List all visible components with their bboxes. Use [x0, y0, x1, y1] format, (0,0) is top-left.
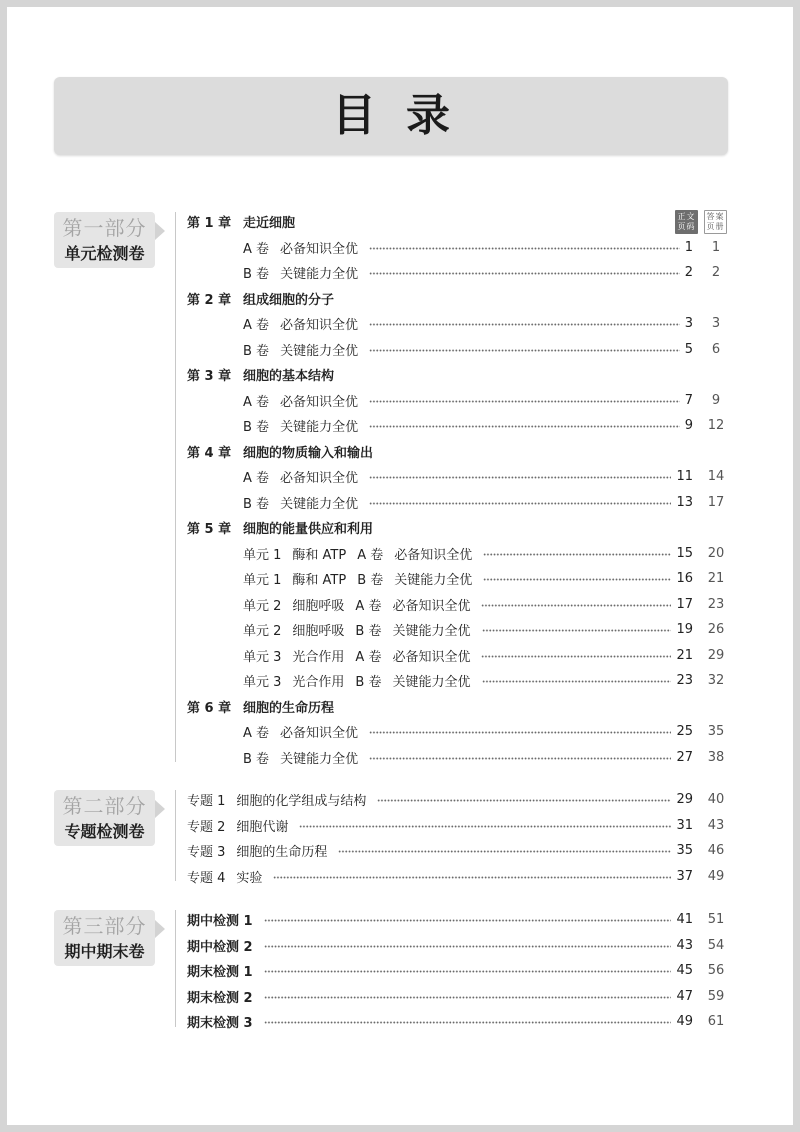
chapter-number: 第 3 章 [187, 369, 232, 385]
answer-page-number: 40 [707, 792, 725, 808]
toc-list [187, 787, 729, 889]
paper-title: 必备知识全优 [280, 241, 359, 257]
page-number: 47 [676, 988, 693, 1004]
toc-entry [187, 337, 729, 363]
dot-leader [369, 757, 671, 760]
paper-title: 必备知识全优 [280, 726, 359, 742]
toc-list [187, 209, 729, 770]
page-number: 35 [676, 843, 693, 859]
dot-leader [482, 629, 672, 632]
page-number: 21 [676, 647, 693, 663]
chapter-heading [187, 694, 729, 720]
chapter-heading [187, 209, 729, 235]
unit-topic: 酶和 ATP [292, 547, 347, 563]
toc-entry [187, 668, 729, 694]
toc-entry [187, 1009, 729, 1035]
answer-page-number: 6 [711, 341, 721, 357]
page-number: 11 [676, 469, 693, 485]
answer-page-number: 20 [707, 545, 725, 561]
paper-label: B 卷 [243, 751, 270, 767]
toc-entry [187, 933, 729, 959]
page-number: 23 [676, 673, 693, 689]
exam-title: 期中检测 2 [187, 939, 253, 955]
paper-label: B 卷 [355, 675, 382, 691]
chapter-heading [187, 286, 729, 312]
answer-page-number: 12 [707, 418, 725, 434]
page-number: 7 [684, 392, 693, 408]
paper-title: 必备知识全优 [392, 598, 471, 614]
topic-number: 专题 2 [187, 819, 226, 835]
answer-page-number: 46 [707, 843, 725, 859]
dot-leader [264, 1021, 672, 1024]
toc-entry [187, 643, 729, 669]
paper-title: 关键能力全优 [280, 420, 359, 436]
dot-leader [369, 425, 680, 428]
paper-label: A 卷 [357, 547, 384, 563]
title-banner [54, 77, 728, 155]
toc-entry [187, 260, 729, 286]
toc-entry [187, 311, 729, 337]
answer-page-number: 49 [707, 868, 725, 884]
answer-page-number: 43 [707, 817, 725, 833]
page-number: 43 [676, 937, 693, 953]
paper-label: B 卷 [243, 496, 270, 512]
page-number: 9 [684, 418, 693, 434]
topic-title: 实验 [236, 870, 263, 886]
dot-leader [483, 578, 671, 581]
dot-leader [369, 476, 671, 479]
section-divider-line [175, 910, 176, 1027]
dot-leader [481, 655, 671, 658]
answer-page-number: 26 [707, 622, 725, 638]
paper-title: 必备知识全优 [280, 394, 359, 410]
paper-label: A 卷 [243, 241, 270, 257]
unit-topic: 光合作用 [292, 649, 345, 665]
unit-number: 单元 1 [243, 547, 282, 563]
toc-entry [187, 813, 729, 839]
dot-leader [369, 323, 680, 326]
page-header-line2: 页码 [677, 222, 696, 231]
paper-label: A 卷 [355, 598, 382, 614]
chapter-heading [187, 515, 729, 541]
dot-leader [369, 349, 680, 352]
dot-leader [264, 919, 672, 922]
page-number: 41 [676, 912, 693, 928]
paper-label: A 卷 [243, 471, 270, 487]
section-divider-line [175, 212, 176, 762]
topic-number: 专题 3 [187, 845, 226, 861]
toc-entry [187, 413, 729, 439]
answer-page-number: 9 [711, 392, 721, 408]
answer-page-number: 54 [707, 937, 725, 953]
paper-title: 关键能力全优 [280, 496, 359, 512]
answer-page-number: 29 [707, 647, 725, 663]
page-number: 1 [684, 239, 693, 255]
page-number: 25 [676, 724, 693, 740]
dot-leader [264, 945, 672, 948]
chapter-number: 第 2 章 [187, 292, 232, 308]
paper-label: B 卷 [243, 267, 270, 283]
chapter-heading [187, 362, 729, 388]
exam-title: 期中检测 1 [187, 914, 253, 930]
dot-leader [369, 247, 680, 250]
chapter-number: 第 5 章 [187, 522, 232, 538]
paper-label: B 卷 [357, 573, 384, 589]
topic-title: 细胞代谢 [236, 819, 289, 835]
paper-title: 关键能力全优 [280, 343, 359, 359]
exam-title: 期末检测 3 [187, 1016, 253, 1032]
answer-page-number: 23 [707, 596, 725, 612]
chapter-number: 第 1 章 [187, 216, 232, 232]
answer-page-number: 17 [707, 494, 725, 510]
toc-entry [187, 617, 729, 643]
paper-title: 关键能力全优 [394, 573, 473, 589]
page-number: 19 [676, 622, 693, 638]
chapter-title: 细胞的能量供应和利用 [243, 522, 374, 538]
section-divider-line [175, 790, 176, 881]
toc-entry [187, 864, 729, 890]
answer-page-number: 56 [707, 963, 725, 979]
part-label [54, 910, 155, 966]
answer-page-number: 51 [707, 912, 725, 928]
dot-leader [482, 680, 672, 683]
page-title: 目录 [332, 90, 480, 141]
paper-title: 必备知识全优 [280, 471, 359, 487]
topic-title: 细胞的化学组成与结构 [236, 794, 367, 810]
page-number: 13 [676, 494, 693, 510]
pointer-arrow-icon [155, 920, 165, 938]
page-number: 5 [684, 341, 693, 357]
topic-number: 专题 1 [187, 794, 226, 810]
chapter-number: 第 4 章 [187, 445, 232, 461]
page-number: 29 [676, 792, 693, 808]
toc-section [54, 209, 729, 770]
part-name: 期中期末卷 [64, 942, 145, 961]
toc-entry [187, 984, 729, 1010]
page-header-line1: 正文 [677, 212, 696, 221]
toc-section [54, 907, 729, 1035]
chapter-title: 组成细胞的分子 [243, 292, 335, 308]
toc-entry [187, 907, 729, 933]
dot-leader [299, 825, 671, 828]
toc-entry [187, 719, 729, 745]
toc-entry [187, 235, 729, 261]
page-number: 15 [676, 545, 693, 561]
unit-topic: 光合作用 [292, 675, 345, 691]
answer-page-number: 35 [707, 724, 725, 740]
toc-section [54, 787, 729, 889]
dot-leader [338, 850, 671, 853]
dot-leader [369, 400, 680, 403]
chapter-heading [187, 439, 729, 465]
toc-entry [187, 838, 729, 864]
unit-number: 单元 2 [243, 598, 282, 614]
toc-entry [187, 490, 729, 516]
page-number: 16 [676, 571, 693, 587]
toc-entry [187, 541, 729, 567]
dot-leader [377, 799, 671, 802]
page-number: 17 [676, 596, 693, 612]
page-number: 27 [676, 749, 693, 765]
chapter-title: 细胞的生命历程 [243, 700, 335, 716]
answer-page-number: 2 [711, 265, 721, 281]
page-number: 37 [676, 868, 693, 884]
answer-header-line1: 答案 [706, 212, 725, 221]
paper-title: 必备知识全优 [394, 547, 473, 563]
toc-entry [187, 787, 729, 813]
answer-page-number: 3 [711, 316, 721, 332]
unit-number: 单元 2 [243, 624, 282, 640]
paper-title: 关键能力全优 [280, 267, 359, 283]
dot-leader [483, 553, 671, 556]
dot-leader [264, 996, 672, 999]
chapter-title: 细胞的物质输入和输出 [243, 445, 374, 461]
unit-number: 单元 1 [243, 573, 282, 589]
answer-page-number: 59 [707, 988, 725, 1004]
answer-page-number: 1 [711, 239, 721, 255]
toc-entry [187, 388, 729, 414]
part-number: 第一部分 [62, 216, 147, 240]
dot-leader [264, 970, 672, 973]
paper-title: 必备知识全优 [280, 318, 359, 334]
unit-topic: 细胞呼吸 [292, 624, 345, 640]
unit-number: 单元 3 [243, 675, 282, 691]
toc-entry [187, 592, 729, 618]
unit-topic: 细胞呼吸 [292, 598, 345, 614]
page-number: 31 [676, 817, 693, 833]
exam-title: 期末检测 2 [187, 990, 253, 1006]
toc-list [187, 907, 729, 1035]
pointer-arrow-icon [155, 222, 165, 240]
part-name: 专题检测卷 [64, 822, 145, 841]
paper-title: 关键能力全优 [280, 751, 359, 767]
page-number: 49 [676, 1014, 693, 1030]
dot-leader [369, 731, 671, 734]
page-number: 3 [684, 316, 693, 332]
paper-label: A 卷 [243, 318, 270, 334]
chapter-number: 第 6 章 [187, 700, 232, 716]
topic-title: 细胞的生命历程 [236, 845, 328, 861]
chapter-title: 走近细胞 [243, 216, 296, 232]
topic-number: 专题 4 [187, 870, 226, 886]
paper-label: A 卷 [243, 394, 270, 410]
paper-label: B 卷 [243, 343, 270, 359]
answer-header-line2: 页册 [706, 222, 725, 231]
answer-page-number: 14 [707, 469, 725, 485]
toc-entry [187, 745, 729, 771]
answer-page-number: 21 [707, 571, 725, 587]
paper-label: B 卷 [355, 624, 382, 640]
answer-page-number: 61 [707, 1014, 725, 1030]
paper-title: 必备知识全优 [392, 649, 471, 665]
page-number: 45 [676, 963, 693, 979]
paper-label: A 卷 [355, 649, 382, 665]
toc-entry [187, 566, 729, 592]
part-label [54, 212, 155, 268]
part-number: 第二部分 [62, 794, 147, 818]
dot-leader [273, 876, 671, 879]
page-number: 2 [684, 265, 693, 281]
dot-leader [481, 604, 671, 607]
toc-entry [187, 464, 729, 490]
paper-title: 关键能力全优 [392, 675, 471, 691]
chapter-title: 细胞的基本结构 [243, 369, 335, 385]
dot-leader [369, 272, 680, 275]
exam-title: 期末检测 1 [187, 965, 253, 981]
dot-leader [369, 502, 671, 505]
part-label [54, 790, 155, 846]
paper-label: A 卷 [243, 726, 270, 742]
paper-label: B 卷 [243, 420, 270, 436]
unit-number: 单元 3 [243, 649, 282, 665]
answer-page-number: 38 [707, 749, 725, 765]
part-name: 单元检测卷 [64, 244, 145, 263]
unit-topic: 酶和 ATP [292, 573, 347, 589]
part-number: 第三部分 [62, 914, 147, 938]
pointer-arrow-icon [155, 800, 165, 818]
toc-entry [187, 958, 729, 984]
answer-page-number: 32 [707, 673, 725, 689]
paper-title: 关键能力全优 [392, 624, 471, 640]
